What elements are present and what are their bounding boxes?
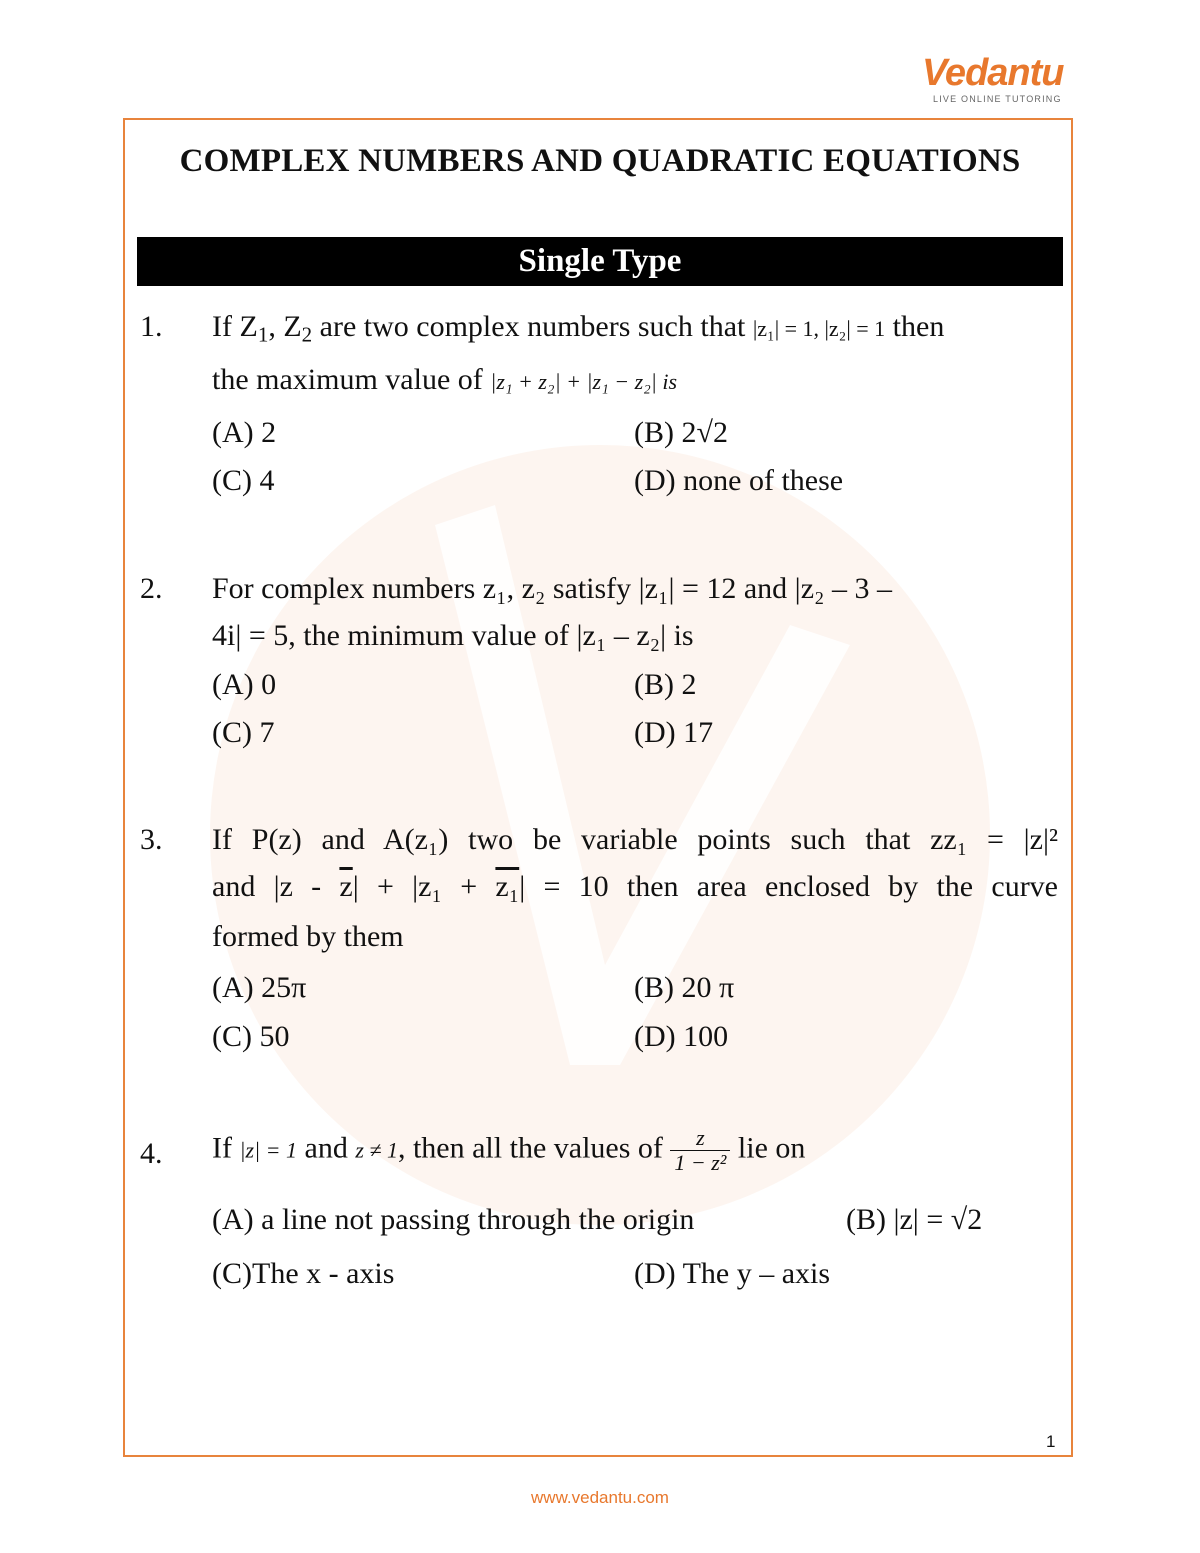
- text: lie on: [730, 1131, 806, 1165]
- option-b: (B) 2√2: [634, 416, 728, 449]
- fraction-denominator: 1 − z²: [674, 1150, 727, 1175]
- option-b: (B) 20 π: [634, 971, 735, 1004]
- option-c: (C) 50: [212, 1020, 290, 1053]
- question-text-line: 4i| = 5, the minimum value of |z₁ – z₂| is: [212, 619, 694, 652]
- subscript: 2: [301, 322, 313, 347]
- question-text-line: formed by them: [212, 920, 404, 953]
- option-a: (A) a line not passing through the origin: [212, 1203, 695, 1236]
- text: and |z -: [212, 870, 340, 903]
- conjugate: z₁: [495, 870, 520, 903]
- page-title: COMPLEX NUMBERS AND QUADRATIC EQUATIONS: [179, 143, 1021, 179]
- option-c: (C) 4: [212, 464, 275, 497]
- question-number: 2.: [140, 572, 163, 605]
- question-text-line: [212, 1126, 805, 1175]
- logo-tagline: LIVE ONLINE TUTORING: [933, 94, 1062, 104]
- option-b: (B) 2: [634, 668, 697, 701]
- option-d: (D) none of these: [634, 464, 844, 497]
- option-a: (A) 0: [212, 668, 277, 701]
- page-number: 1: [1046, 1432, 1056, 1451]
- option-d: (D) The y – axis: [634, 1257, 831, 1290]
- text: If: [212, 1131, 240, 1165]
- logo-wordmark: Vedantu: [922, 52, 1064, 94]
- subscript: 1: [257, 322, 269, 347]
- option-c: (C) 7: [212, 716, 275, 749]
- option-a: (A) 25π: [212, 971, 307, 1004]
- text: then: [885, 310, 945, 343]
- fraction-numerator: z: [670, 1126, 730, 1151]
- math-expression: |z| = 1: [239, 1137, 297, 1163]
- question-number: 1.: [140, 310, 163, 343]
- section-header: Single Type: [137, 237, 1063, 286]
- vedantu-logo: [922, 52, 1067, 108]
- math-expression: |z₁ + z₂| + |z₁ − z₂| is: [490, 369, 678, 394]
- text: are two complex numbers such that: [312, 310, 753, 343]
- option-d: (D) 100: [634, 1020, 729, 1053]
- math-expression: z ≠ 1: [355, 1137, 398, 1163]
- question-number: 4.: [140, 1137, 163, 1170]
- option-b: (B) |z| = √2: [846, 1203, 983, 1236]
- question-text-line: [212, 870, 1058, 904]
- option-d: (D) 17: [634, 716, 714, 749]
- option-a: (A) 2: [212, 416, 277, 449]
- question-text-line: If P(z) and A(z₁) two be variable points such that zz₁ = |z|²: [212, 823, 1058, 856]
- question-text-line: [212, 363, 677, 397]
- question-text-line: [212, 310, 944, 347]
- question-text-line: For complex numbers z₁, z₂ satisfy |z₁| = 12 and |z₂ – 3 –: [212, 572, 892, 605]
- text: and: [297, 1131, 356, 1165]
- text: | + |z₁ +: [352, 870, 496, 903]
- conjugate: $\overline{z}$: [339, 870, 353, 903]
- text: If Z: [212, 310, 258, 343]
- fraction: [670, 1126, 730, 1175]
- question-number: 3.: [140, 823, 163, 856]
- text: , Z: [268, 310, 302, 343]
- text: | = 10 then area enclosed by the curve: [519, 870, 1058, 903]
- option-c: (C)The x - axis: [212, 1257, 395, 1290]
- text: the maximum value of: [212, 363, 491, 396]
- text: , then all the values of: [397, 1131, 671, 1165]
- footer-website-link[interactable]: www.vedantu.com: [531, 1488, 669, 1507]
- math-expression: |z₁| = 1, |z₂| = 1: [752, 316, 886, 341]
